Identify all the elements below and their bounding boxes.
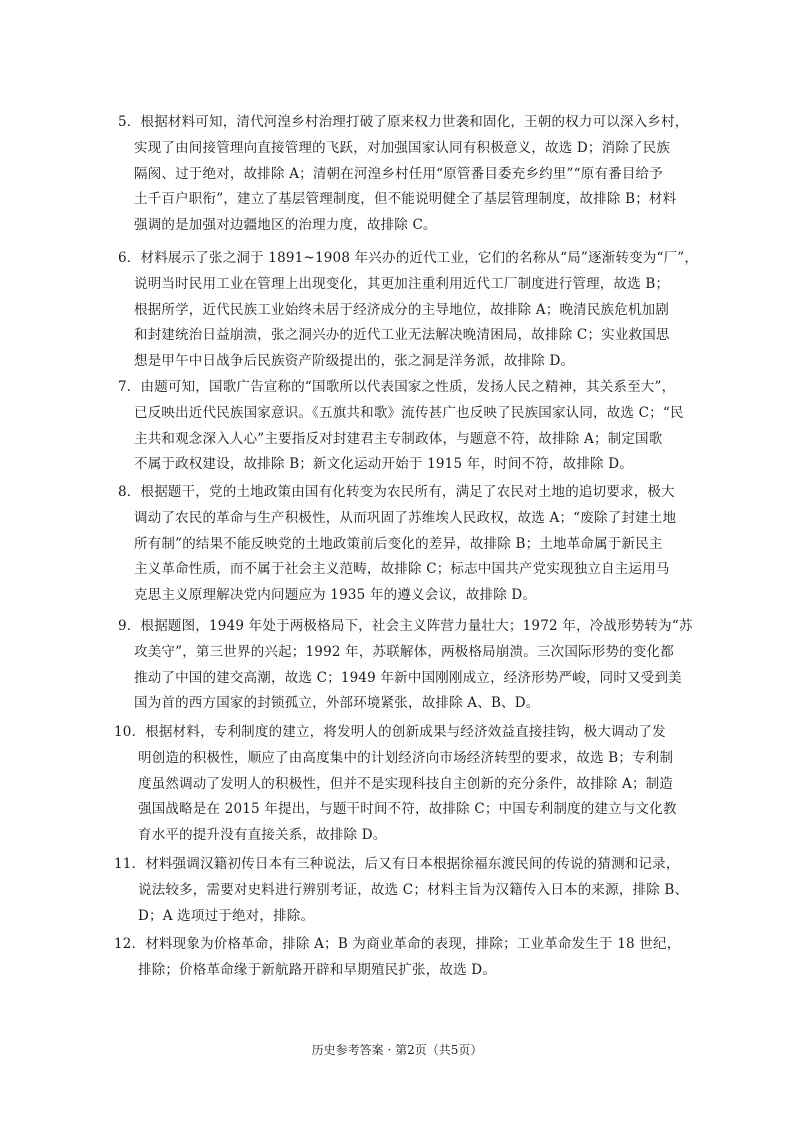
answer-line: 和封建统治日益崩溃，张之洞兴办的近代工业无法解决晚清困局，故排除 C；实业救国思 <box>134 327 670 344</box>
answer-line: 10．根据材料，专利制度的建立，将发明人的创新成果与经济效益直接挂钩，极大调动了发 <box>114 724 666 740</box>
answer-line: 土千百户职衔”，建立了基层管理制度，但不能说明健全了基层管理制度，故排除 B；材料 <box>134 191 677 208</box>
answer-item-9 <box>118 614 698 717</box>
answer-line: 国为首的西方国家的封锁孤立，外部环境紧张，故排除 A、B、D。 <box>134 695 540 712</box>
answer-line: 所有制”的结果不能反映党的土地政策前后变化的差异，故排除 B；土地革命属于新民主 <box>134 535 663 552</box>
answer-item-12 <box>114 932 698 984</box>
answer-line: 不属于政权建设，故排除 B；新文化运动开始于 1915 年，时间不符，故排除 D。 <box>134 456 633 473</box>
answer-item-11 <box>114 852 698 929</box>
answer-line: 根据所学，近代民族工业始终未居于经济成分的主导地位，故排除 A；晚清民族危机加剧 <box>134 301 670 318</box>
answer-line: 主义革命性质，而不属于社会主义范畴，故排除 C；标志中国共产党实现独立自主运用马 <box>134 561 670 578</box>
answer-line: 说法较多，需要对史料进行辨别考证，故选 C；材料主旨为汉籍传入日本的来源，排除 B、 <box>138 881 689 898</box>
answer-item-6 <box>118 246 698 375</box>
answer-item-5 <box>118 110 698 239</box>
answer-line: 攻美守”，第三世界的兴起；1992 年，苏联解体，两极格局崩溃。三次国际形势的变化都 <box>134 643 674 660</box>
answer-line: 想是甲午中日战争后民族资产阶级提出的，张之洞是洋务派，故排除 D。 <box>134 353 575 370</box>
answer-line: 11．材料强调汉籍初传日本有三种说法，后又有日本根据徐福东渡民间的传说的猜测和记录， <box>114 856 680 872</box>
answer-line: 推动了中国的建交高潮，故选 C；1949 年新中国刚刚成立，经济形势严峻，同时又受到美 <box>134 669 682 686</box>
answer-line: 隔阂、过于绝对，故排除 A；清朝在河湟乡村任用“原管番目委充乡约里”“原有番目给予 <box>134 165 663 182</box>
answer-line: 主共和观念深入人心”主要指反对封建君主专制政体，与题意不符，故排除 A；制定国歌 <box>134 430 663 447</box>
answer-line: 调动了农民的革命与生产积极性，从而巩固了苏维埃人民政权，故选 A；“废除了封建土地 <box>134 509 677 526</box>
answer-item-8 <box>118 480 698 609</box>
answer-line: D；A 选项过于绝对，排除。 <box>138 907 315 924</box>
answer-line: 6．材料展示了张之洞于 1891~1908 年兴办的近代工业，它们的名称从“局”逐渐转变为“厂”， <box>118 250 699 266</box>
answer-line: 强国战略是在 2015 年提出，与题干时间不符，故排除 C；中国专利制度的建立与文化教 <box>138 801 677 818</box>
page-footer: 历史参考答案 · 第2页（共5页） <box>311 1043 483 1057</box>
answer-line: 育水平的提升没有直接关系，故排除 D。 <box>138 827 387 844</box>
answer-line: 9．根据题图，1949 年处于两极格局下，社会主义阵营力量壮大；1972 年，冷战形势转为“苏 <box>118 618 693 634</box>
answer-line: 12．材料现象为价格革命，排除 A；B 为商业革命的表现，排除；工业革命发生于 18 世纪， <box>114 936 681 952</box>
answer-line: 说明当时民用工业在管理上出现变化，其更加注重利用近代工厂制度进行管理，故选 B； <box>134 275 670 292</box>
answer-item-7 <box>118 375 698 478</box>
answer-line: 强调的是加强对边疆地区的治理力度，故排除 C。 <box>134 217 437 234</box>
answer-item-10 <box>114 720 698 849</box>
answer-line: 7．由题可知，国歌广告宣称的“国歌所以代表国家之性质，发扬人民之精神，其关系至大”， <box>118 379 676 395</box>
answer-line: 实现了由间接管理向直接管理的飞跃，对加强国家认同有积极意义，故选 D；消除了民族 <box>134 139 671 156</box>
answer-line: 排除；价格革命缘于新航路开辟和早期殖民扩张，故选 D。 <box>138 961 497 978</box>
answer-line: 8．根据题干，党的土地政策由国有化转变为农民所有，满足了农民对土地的追切要求，极大 <box>118 484 675 500</box>
answer-line: 已反映出近代民族国家意识。《五旗共和歌》流传甚广也反映了民族国家认同，故选 C；“民 <box>134 404 684 421</box>
answer-line: 明创造的积极性，顺应了由高度集中的计划经济向市场经济转型的要求，故选 B；专利制 <box>138 749 674 766</box>
answer-line: 5．根据材料可知，清代河湟乡村治理打破了原来权力世袭和固化，王朝的权力可以深入乡村， <box>118 114 689 130</box>
answer-line: 克思主义原理解决党内问题应为 1935 年的遵义会议，故排除 D。 <box>134 587 537 604</box>
answer-line: 度虽然调动了发明人的积极性，但并不是实现科技自主创新的充分条件，故排除 A；制造 <box>138 775 674 792</box>
